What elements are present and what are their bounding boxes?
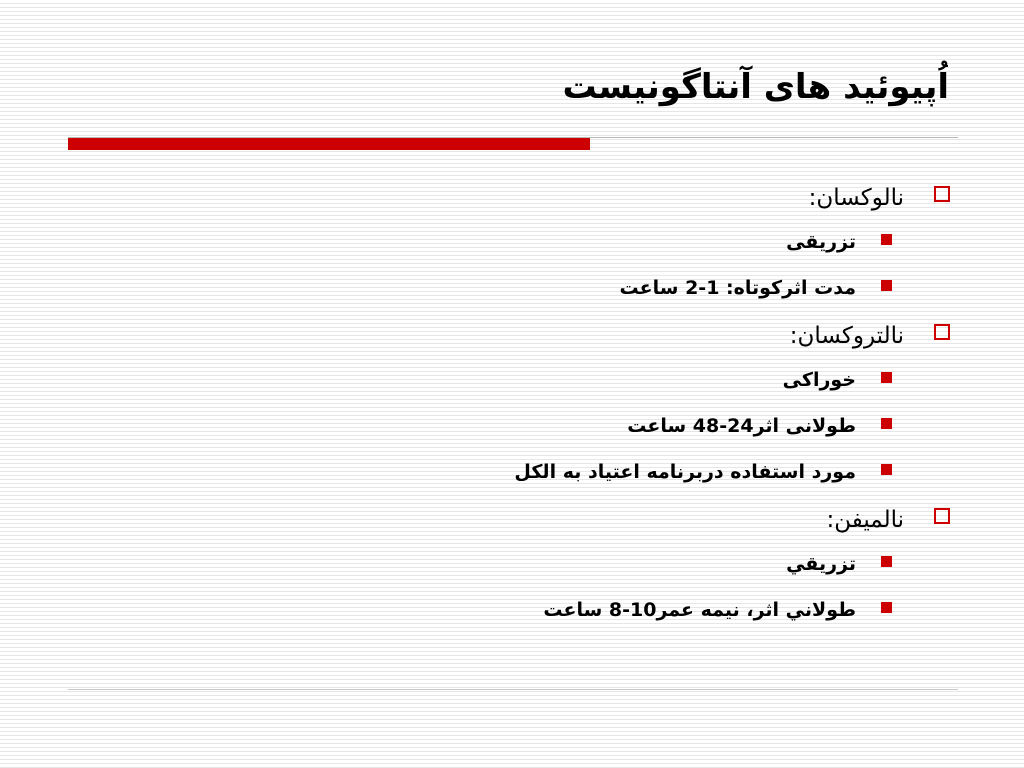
bullet-text: مورد استفاده دربرنامه اعتياد به الکل	[514, 461, 856, 483]
sub-bullet-naltrexone-use	[72, 456, 952, 502]
slide-title: اُپيوئيد های آنتاگونيست	[562, 67, 949, 107]
hollow-square-bullet-icon	[934, 324, 950, 340]
filled-square-bullet-icon	[881, 602, 892, 613]
bullet-list	[72, 180, 952, 640]
sub-bullet-nalmefene-route	[72, 548, 952, 594]
hollow-square-bullet-icon	[934, 508, 950, 524]
sub-bullet-naloxone-duration	[72, 272, 952, 318]
filled-square-bullet-icon	[881, 372, 892, 383]
bullet-text: مدت اثرکوتاه: 1-2 ساعت	[619, 277, 856, 299]
filled-square-bullet-icon	[881, 556, 892, 567]
bullet-text: طولانی اثر24-48 ساعت	[627, 415, 856, 437]
sub-bullet-naltrexone-duration	[72, 410, 952, 456]
bullet-text: طولاني اثر، نيمه عمر10-8 ساعت	[543, 599, 856, 621]
bullet-naloxone	[72, 180, 952, 226]
sub-bullet-naloxone-route	[72, 226, 952, 272]
bullet-naltrexone	[72, 318, 952, 364]
filled-square-bullet-icon	[881, 418, 892, 429]
sub-bullet-naltrexone-route	[72, 364, 952, 410]
filled-square-bullet-icon	[881, 234, 892, 245]
bullet-text: خوراکی	[782, 369, 856, 391]
bullet-text: تزريقی	[786, 231, 856, 253]
bullet-text: نالميفن:	[826, 507, 904, 533]
title-accent-bar	[68, 138, 590, 150]
hollow-square-bullet-icon	[934, 186, 950, 202]
filled-square-bullet-icon	[881, 464, 892, 475]
filled-square-bullet-icon	[881, 280, 892, 291]
bullet-text: نالوکسان:	[808, 185, 904, 211]
sub-bullet-nalmefene-duration	[72, 594, 952, 640]
bullet-text: تزريقي	[786, 553, 856, 575]
bullet-text: نالتروکسان:	[789, 323, 904, 349]
bullet-nalmefene	[72, 502, 952, 548]
footer-divider-line	[68, 689, 958, 690]
